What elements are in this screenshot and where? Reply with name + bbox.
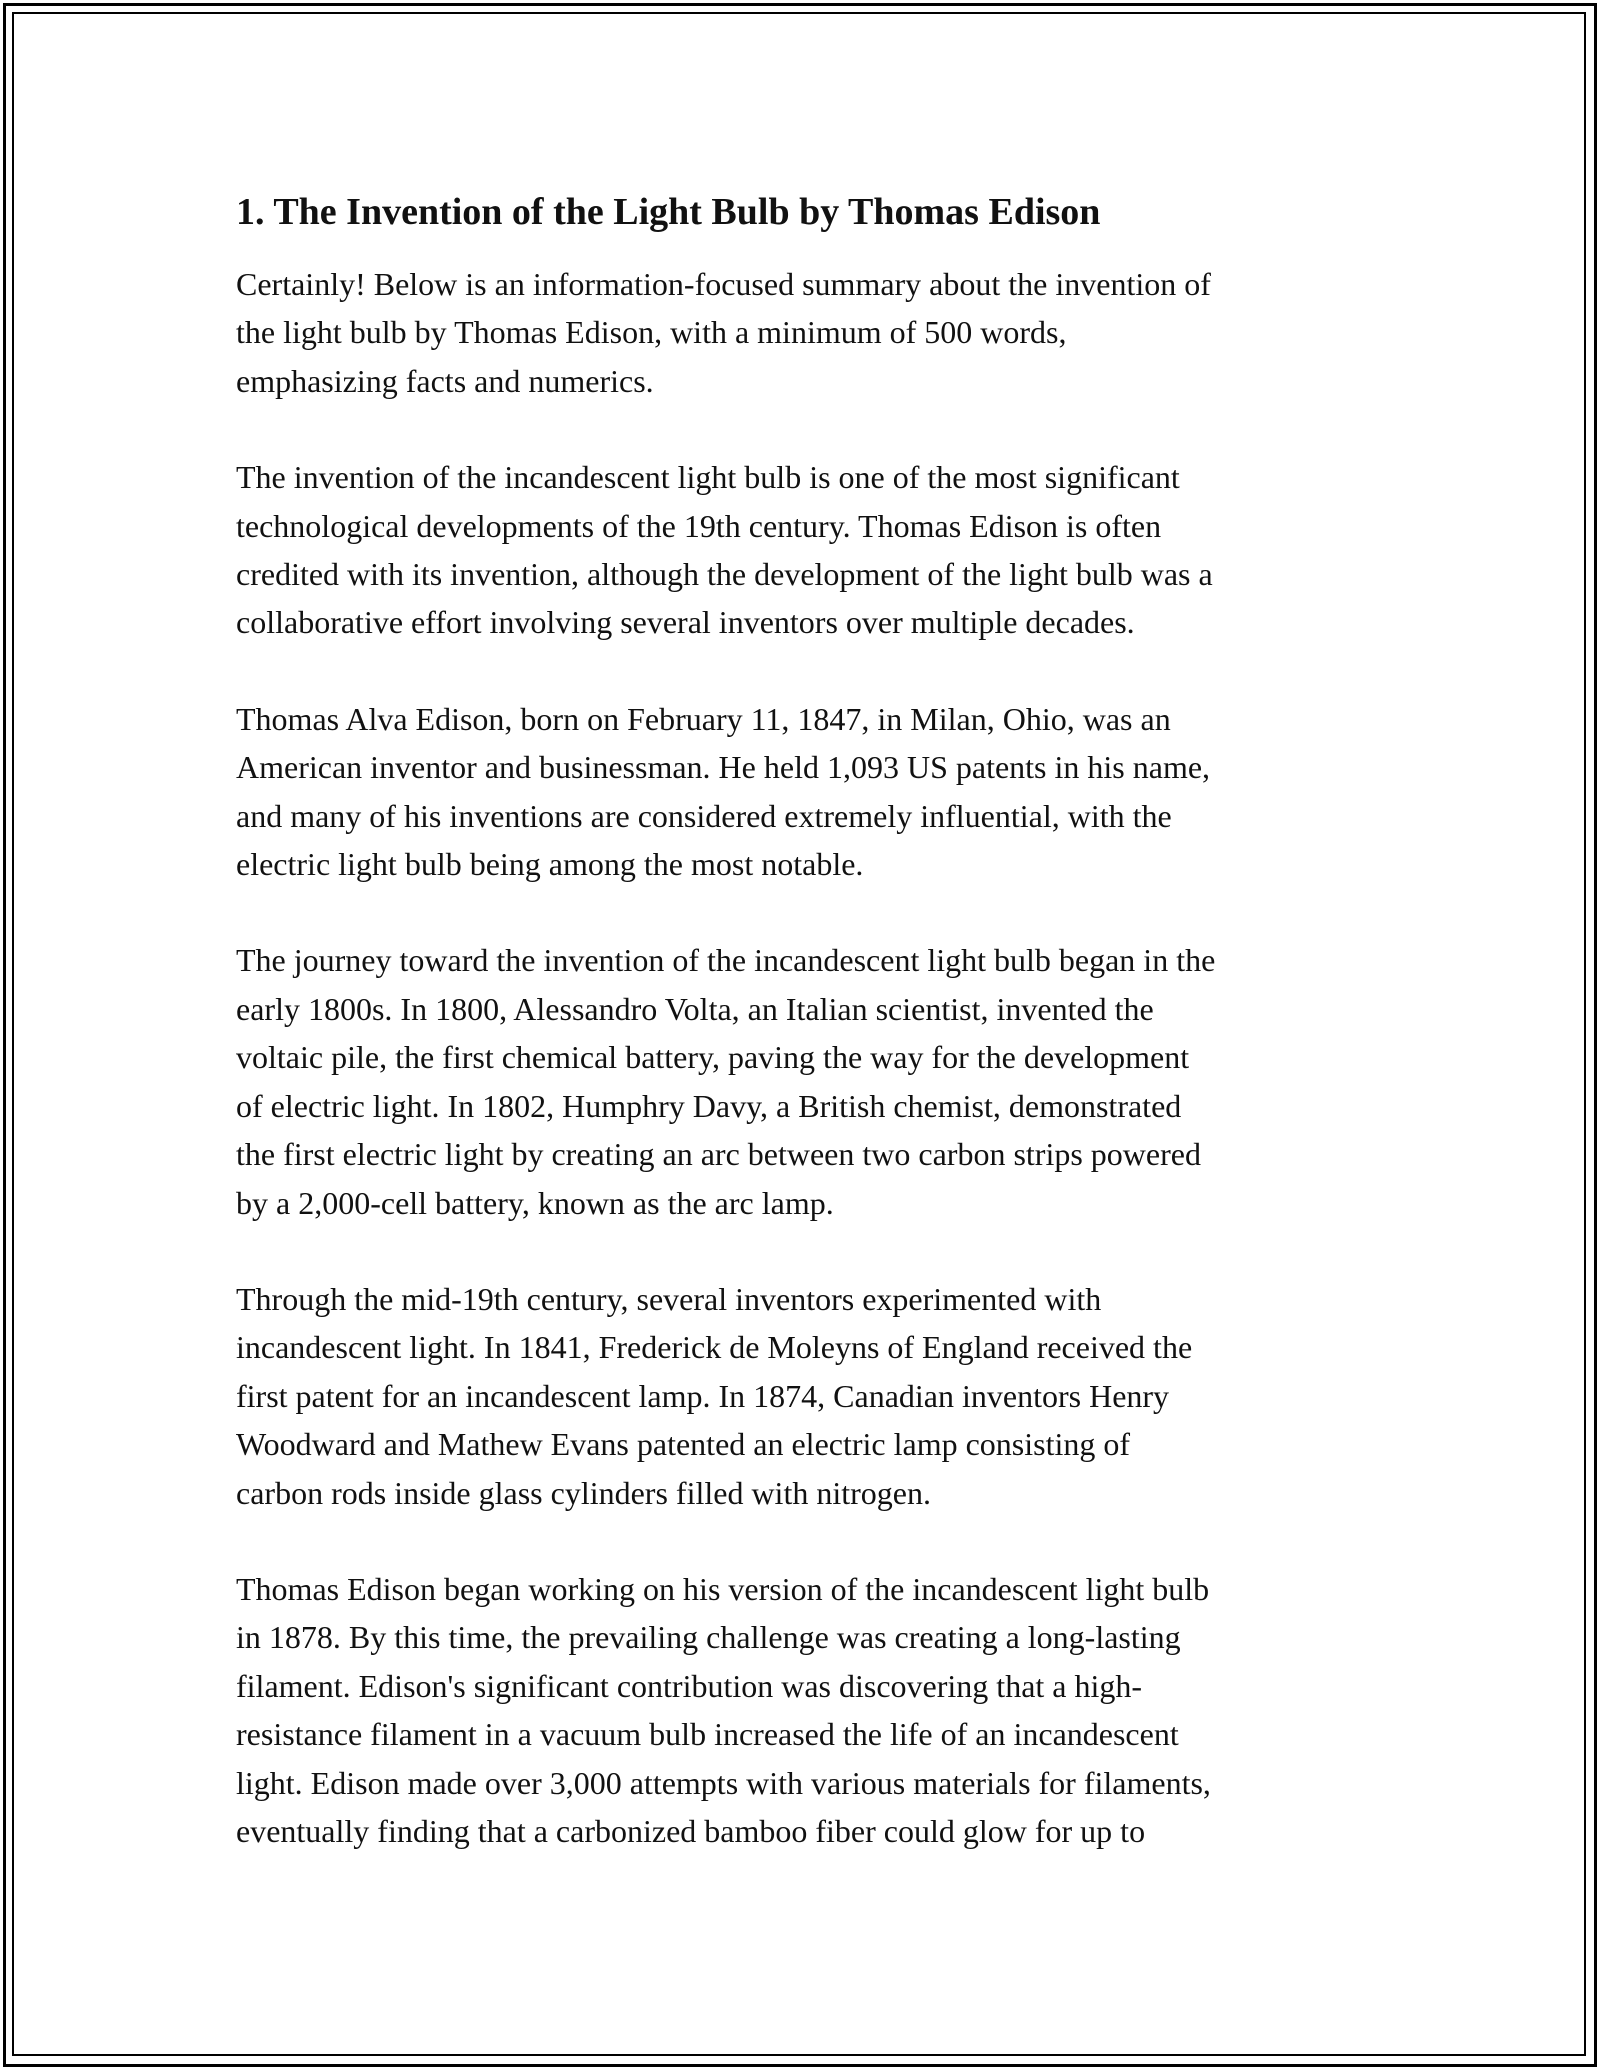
text-line: The journey toward the invention of the incandescent light bulb began in the	[236, 942, 1216, 979]
text-line: Certainly! Below is an information-focused summary about the invention of	[236, 266, 1211, 302]
document-title: 1. The Invention of the Light Bulb by Thomas Edison	[236, 191, 1101, 233]
text-line: by a 2,000-cell battery, known as the arc lamp.	[236, 1184, 834, 1221]
text-line: technological developments of the 19th century. Thomas Edison is often	[236, 507, 1162, 544]
text-line: Thomas Edison began working on his version of the incandescent light bulb	[236, 1570, 1210, 1607]
text-line: emphasizing facts and numerics.	[236, 362, 654, 399]
paragraph-edison-biography	[236, 695, 1366, 889]
text-line: eventually finding that a carbonized bamboo fiber could glow for up to	[236, 1812, 1146, 1849]
text-line: filament. Edison's significant contribution was discovering that a high-	[236, 1667, 1143, 1704]
text-line: American inventor and businessman. He held 1,093 US patents in his name,	[236, 749, 1211, 786]
text-line: Through the mid-19th century, several inventors experimented with	[236, 1280, 1102, 1317]
text-line: of electric light. In 1802, Humphry Davy, a British chemist, demonstrated	[236, 1087, 1182, 1124]
text-line: Thomas Alva Edison, born on February 11, 1847, in Milan, Ohio, was an	[236, 700, 1171, 737]
paragraph-early-history	[236, 936, 1366, 1226]
text-line: incandescent light. In 1841, Frederick de Moleyns of England received the	[236, 1329, 1193, 1366]
text-line: carbon rods inside glass cylinders filled with nitrogen.	[236, 1474, 931, 1511]
text-line: the light bulb by Thomas Edison, with a minimum of 500 words,	[236, 314, 1067, 351]
text-line: The invention of the incandescent light bulb is one of the most significant	[236, 459, 1180, 496]
document-body	[236, 185, 1366, 1855]
text-line: light. Edison made over 3,000 attempts with various materials for filaments,	[236, 1764, 1211, 1801]
text-line: credited with its invention, although the development of the light bulb was a	[236, 556, 1213, 593]
text-line: early 1800s. In 1800, Alessandro Volta, an Italian scientist, invented the	[236, 990, 1154, 1027]
paragraph-edison-work	[236, 1565, 1366, 1855]
paragraph-intro	[236, 260, 1366, 405]
text-line: Woodward and Mathew Evans patented an electric lamp consisting of	[236, 1426, 1131, 1463]
text-line: collaborative effort involving several inventors over multiple decades.	[236, 604, 1135, 641]
text-line: electric light bulb being among the most notable.	[236, 846, 864, 883]
text-line: the first electric light by creating an arc between two carbon strips powered	[236, 1136, 1201, 1173]
text-line: voltaic pile, the first chemical battery, paving the way for the development	[236, 1039, 1190, 1076]
text-line: in 1878. By this time, the prevailing challenge was creating a long-lasting	[236, 1619, 1181, 1656]
text-line: and many of his inventions are considered extremely influential, with the	[236, 797, 1172, 834]
paragraph-significance	[236, 453, 1366, 647]
text-line: first patent for an incandescent lamp. In 1874, Canadian inventors Henry	[236, 1377, 1170, 1414]
paragraph-mid-century	[236, 1275, 1366, 1517]
text-line: resistance filament in a vacuum bulb increased the life of an incandescent	[236, 1716, 1179, 1753]
